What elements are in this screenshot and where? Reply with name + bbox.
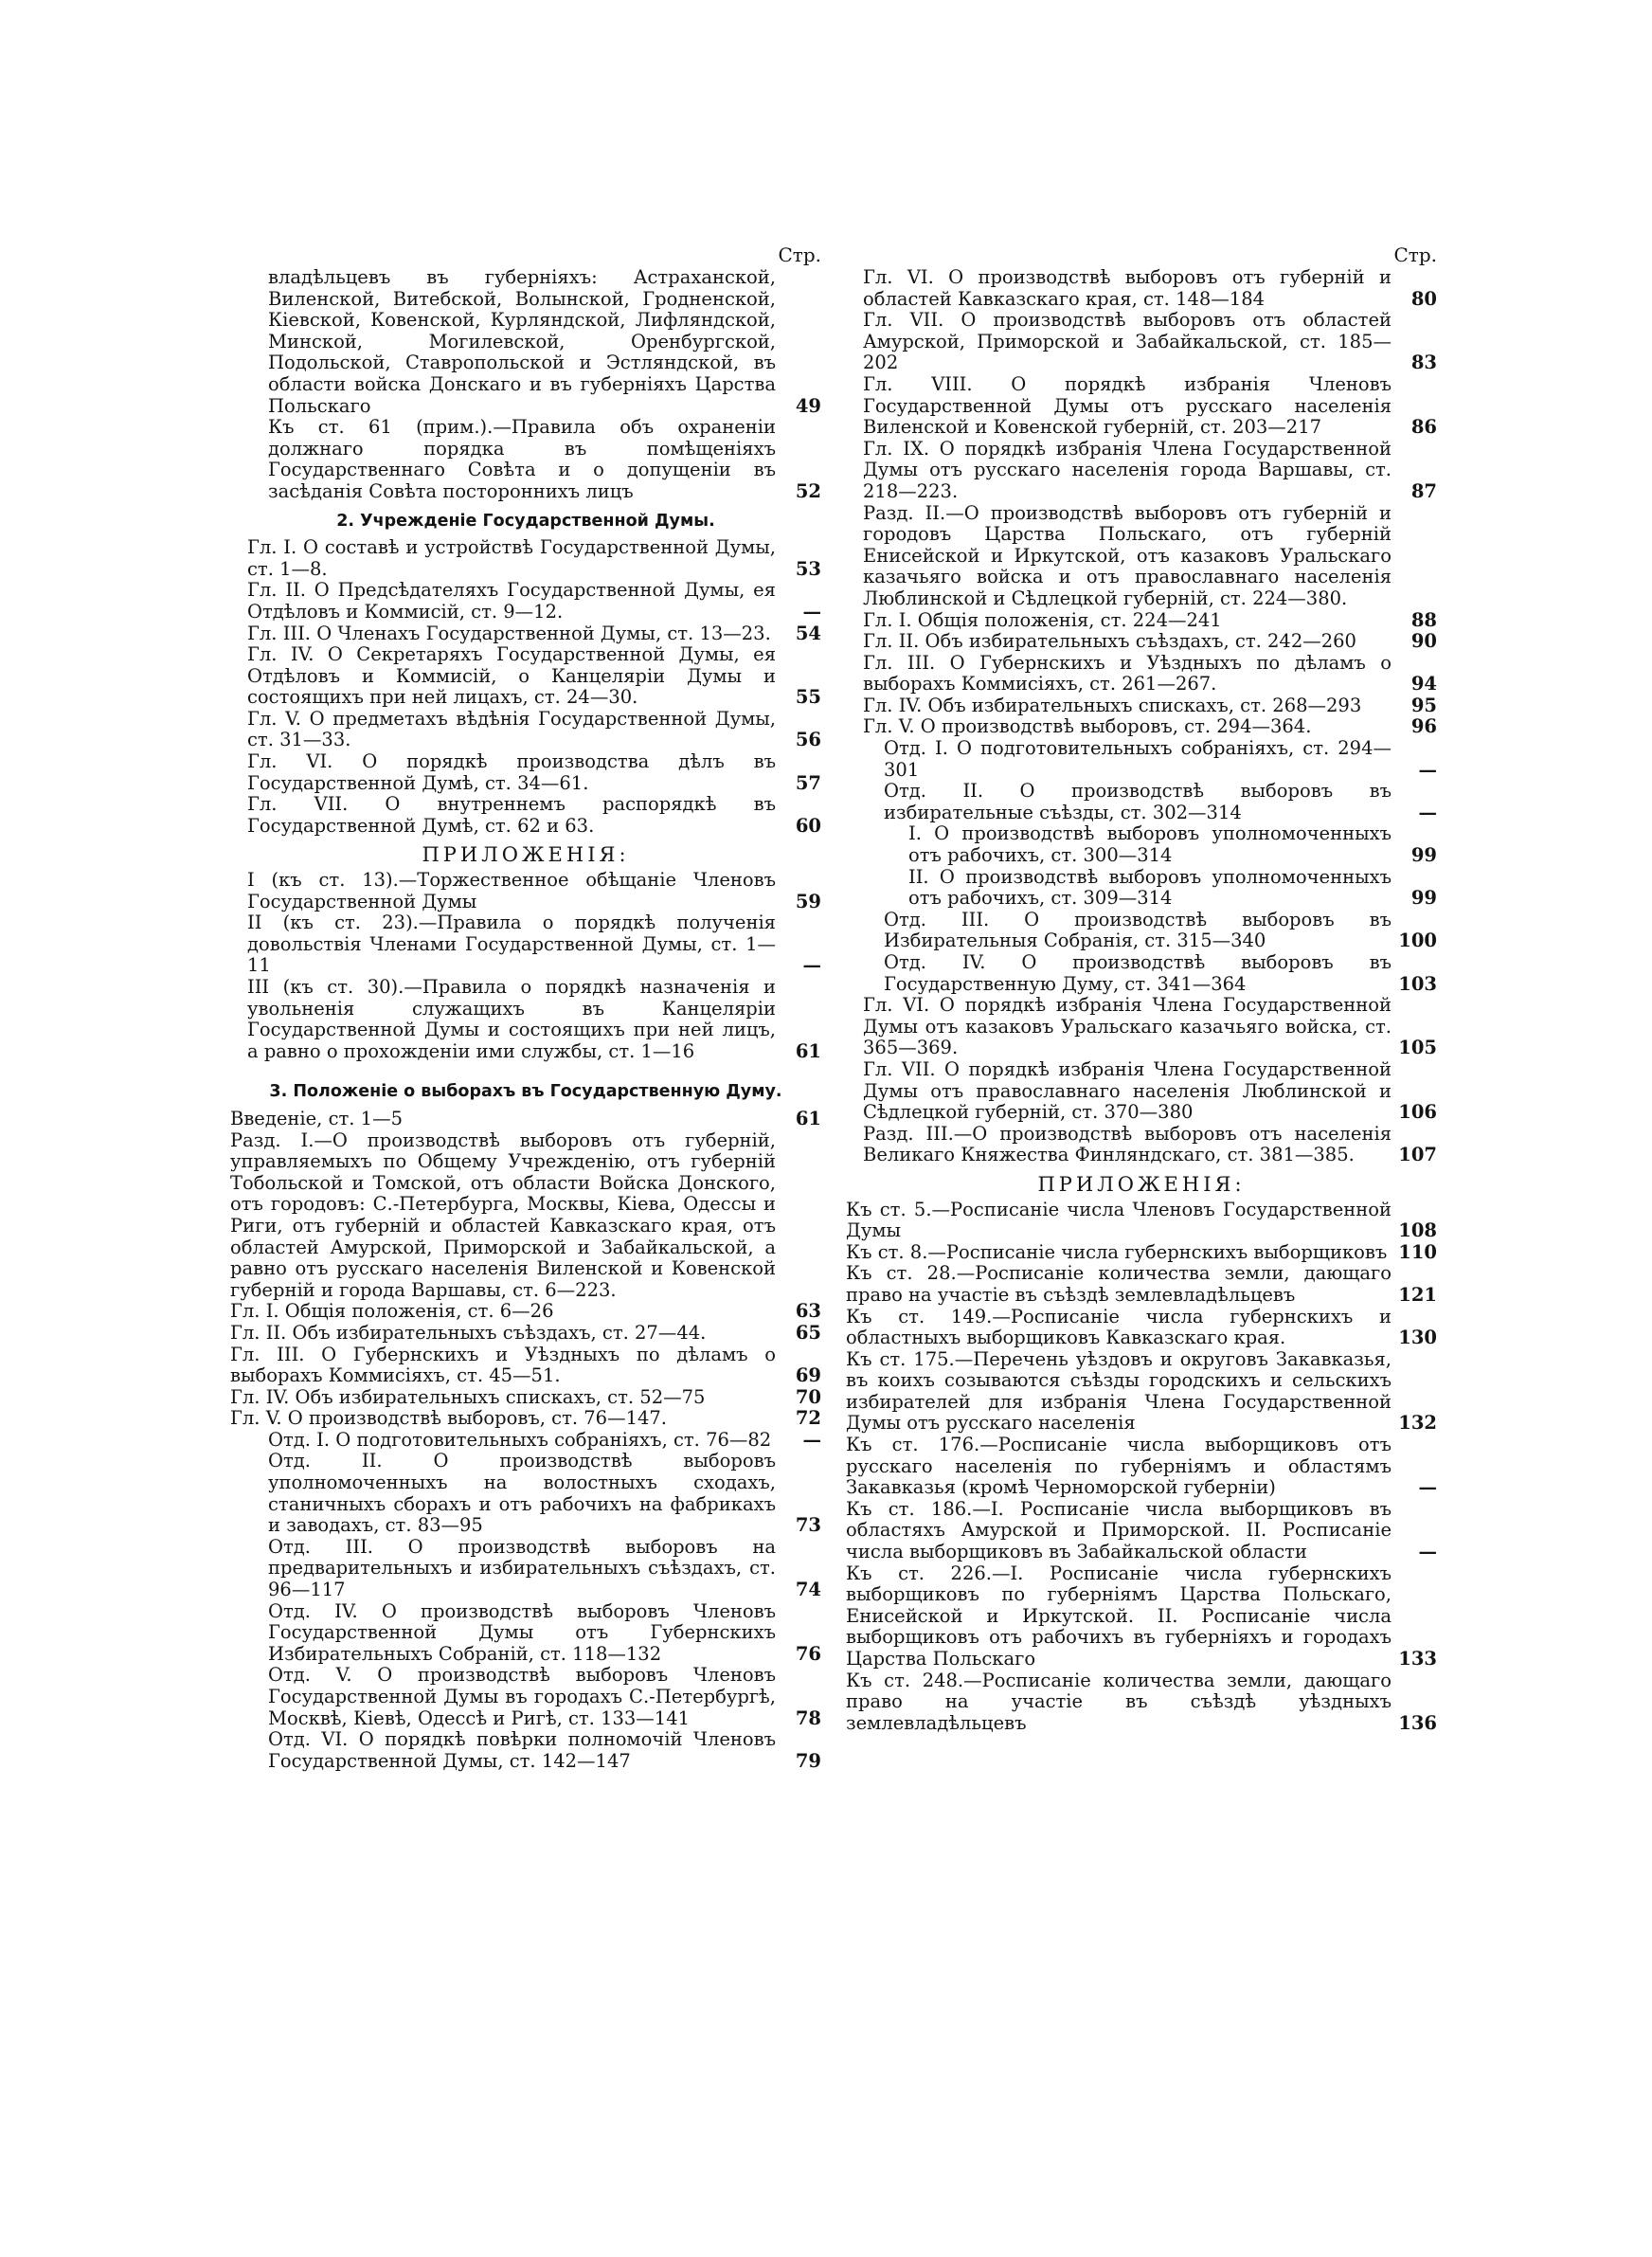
toc-entry: [863, 310, 1437, 374]
toc-entry: [863, 610, 1437, 632]
toc-entry: [884, 910, 1437, 952]
toc-entry-text: Гл. VII. О внутреннемъ распорядкѣ въ Государственной Думѣ, ст. 62 и 63.: [247, 793, 776, 837]
toc-entry: [268, 417, 821, 502]
toc-entry-text: Гл. II. Объ избирательныхъ съѣздахъ, ст. 27—44.: [230, 1321, 707, 1344]
right-entries-b: [846, 738, 1437, 823]
toc-entry: [863, 695, 1437, 717]
toc-entry-text: Отд. II. О производствѣ выборовъ уполномоченныхъ на волостныхъ сходахъ, станичныхъ сборахъ и отъ рабочихъ на фабрикахъ и заводахъ, ст. 83—95: [268, 1450, 776, 1537]
toc-entry: [247, 537, 821, 580]
left-entries-e: [230, 1430, 821, 1773]
toc-entry: [230, 1130, 821, 1302]
toc-entry: [908, 867, 1437, 910]
toc-entry-text: Разд. II.—О производствѣ выборовъ отъ губерній и городовъ Царства Польскаго, отъ губерній Енисейской и Иркутской, отъ казаковъ Уральскаго казачьяго войска и отъ православнаго населенія Люблинской и Сѣдлецкой губерній, ст. 224—380.: [863, 501, 1392, 609]
toc-entry-text: Гл. IV. Объ избирательныхъ спискахъ, ст. 268—293: [863, 694, 1362, 716]
toc-entry: [863, 1059, 1437, 1124]
toc-entry-text: Къ ст. 248.—Росписаніе количества земли, дающаго право на участіе въ съѣздѣ уѣздныхъ землевладѣльцевъ: [846, 1669, 1392, 1734]
toc-entry: [863, 716, 1437, 738]
toc-entry-text: Къ ст. 149.—Росписаніе числа губернскихъ и областныхъ выборщиковъ Кавказскаго края.: [846, 1305, 1392, 1349]
toc-entry-text: Гл. VI. О порядкѣ производства дѣлъ въ Государственной Думѣ, ст. 34—61.: [247, 750, 776, 794]
toc-entry: [863, 1124, 1437, 1166]
toc-entry-text: Гл. V. О производствѣ выборовъ, ст. 76—147.: [230, 1407, 667, 1430]
right-entries-c: [846, 823, 1437, 909]
toc-entry-page: 54: [795, 622, 821, 644]
toc-entry-page: 80: [1410, 287, 1437, 310]
toc-entry-text: владѣльцевъ въ губерніяхъ: Астраханской, Виленской, Витебской, Волынской, Гродненской, Кіевской, Ковенской, Курляндской, Лифляндской, Минской, Могилевской, Оренбургской, Подольской, Ставропольской и Эстляндской, въ области войска Донскаго и въ губерніяхъ Царства Польскаго: [268, 266, 776, 417]
toc-entry-page: 110: [1398, 1240, 1437, 1263]
toc-entry: [268, 1537, 821, 1601]
toc-entry: [863, 374, 1437, 439]
toc-entry-text: Отд. I. О подготовительныхъ собраніяхъ, ст. 76—82: [268, 1428, 772, 1451]
toc-entry-text: Къ ст. 8.—Росписаніе числа губернскихъ выборщиковъ: [846, 1240, 1388, 1263]
toc-entry-page: 57: [795, 771, 821, 794]
toc-entry-page: 61: [795, 1039, 821, 1062]
toc-entry-page: 136: [1398, 1711, 1437, 1734]
toc-entry-text: Къ ст. 5.—Росписаніе числа Членовъ Государственной Думы: [846, 1198, 1392, 1242]
toc-entry-page: —: [802, 600, 821, 623]
toc-entry: [846, 1563, 1437, 1670]
toc-entry-text: Гл. II. Объ избирательныхъ съѣздахъ, ст. 242—260: [863, 630, 1356, 653]
toc-entry-text: Къ ст. 175.—Перечень уѣздовъ и округовъ Закавказья, въ коихъ созываются съѣзды городскихъ и сельскихъ избирателей для избранія Члена Государственной Думы отъ русскаго населенія: [846, 1347, 1392, 1435]
toc-entry: [846, 1499, 1437, 1563]
appendix-title-right: ПРИЛОЖЕНІЯ:: [1037, 1172, 1246, 1196]
toc-entry-page: 56: [795, 729, 821, 751]
toc-entry: [846, 1242, 1437, 1264]
toc-entry-page: 132: [1398, 1412, 1437, 1435]
toc-entry-text: Гл. VI. О порядкѣ избранія Члена Государственной Думы отъ казаковъ Уральскаго казачьяго войска, ст. 365—369.: [863, 994, 1392, 1059]
page-label-right: Стр.: [1393, 244, 1437, 266]
page-label-left: Стр.: [778, 244, 821, 266]
toc-entry-page: 73: [795, 1514, 821, 1537]
toc-entry-page: 69: [795, 1364, 821, 1387]
toc-entry-text: Гл. I. О составѣ и устройствѣ Государственной Думы, ст. 1—8.: [247, 536, 776, 580]
toc-entry-page: 87: [1410, 479, 1437, 502]
toc-entry: [230, 1323, 821, 1345]
toc-entry-page: 106: [1398, 1101, 1437, 1124]
toc-entry-page: 86: [1410, 416, 1437, 439]
toc-entry: [247, 977, 821, 1062]
toc-entry-text: II (къ ст. 23).—Правила о порядкѣ полученія довольствія Членами Государственной Думы, ст. 1—11: [247, 912, 776, 977]
appendix-title-left: ПРИЛОЖЕНІЯ:: [422, 843, 630, 867]
toc-entry-text: Гл. I. Общія положенія, ст. 6—26: [230, 1300, 554, 1323]
toc-entry-text: Гл. II. О Предсѣдателяхъ Государственной Думы, ея Отдѣловъ и Коммисій, ст. 9—12.: [247, 579, 776, 623]
toc-entry-page: 55: [795, 686, 821, 709]
toc-entry-text: Отд. V. О производствѣ выборовъ Членовъ Государственной Думы въ городахъ С.-Петербургѣ, Москвѣ, Кіевѣ, Одессѣ и Ригѣ, ст. 133—141: [268, 1664, 776, 1729]
toc-entry: [846, 1435, 1437, 1499]
toc-entry-page: 90: [1410, 630, 1437, 653]
toc-entry: [268, 1665, 821, 1729]
toc-entry: [230, 1109, 821, 1130]
toc-entry: [863, 653, 1437, 695]
right-entries-e: [846, 995, 1437, 1166]
toc-entry-page: 60: [795, 814, 821, 837]
toc-entry-text: II. О производствѣ выборовъ уполномоченныхъ отъ рабочихъ, ст. 309—314: [908, 865, 1392, 910]
toc-entry-text: Къ ст. 28.—Росписаніе количества земли, дающаго право на участіе въ съѣздѣ землевладѣльцевъ: [846, 1262, 1392, 1306]
toc-entry-text: Отд. IV. О производствѣ выборовъ въ Государственную Думу, ст. 341—364: [884, 951, 1392, 995]
right-entries-d: [846, 910, 1437, 995]
toc-entry-page: 52: [795, 479, 821, 502]
toc-entry-page: 99: [1410, 844, 1437, 867]
toc-entry: [247, 644, 821, 709]
toc-entry-text: Отд. VI. О порядкѣ повѣрки полномочій Членовъ Государственной Думы, ст. 142—147: [268, 1728, 776, 1772]
toc-entry: [863, 995, 1437, 1059]
toc-entry-text: Гл. I. Общія положенія, ст. 224—241: [863, 608, 1222, 631]
toc-entry-text: Гл. V. О предметахъ вѣдѣнія Государственной Думы, ст. 31—33.: [247, 707, 776, 751]
left-entries-b: [230, 537, 821, 837]
toc-entry: [846, 1200, 1437, 1242]
toc-entry-text: Гл. III. О Членахъ Государственной Думы, ст. 13—23.: [247, 622, 771, 644]
toc-entry-page: —: [1418, 1476, 1437, 1499]
toc-entry: [863, 631, 1437, 653]
toc-entry-page: 99: [1410, 887, 1437, 910]
toc-entry: [884, 781, 1437, 823]
toc-entry: [884, 738, 1437, 781]
toc-entry-text: Отд. IV. О производствѣ выборовъ Членовъ Государственной Думы отъ Губернскихъ Избирательныхъ Собраній, ст. 118—132: [268, 1599, 776, 1665]
toc-entry-text: Гл. III. О Губернскихъ и Уѣздныхъ по дѣламъ о выборахъ Коммисіяхъ, ст. 261—267.: [863, 651, 1392, 695]
left-entries-d: [230, 1109, 821, 1430]
toc-entry-text: Гл. VII. О производствѣ выборовъ отъ областей Амурской, Приморской и Забайкальской, ст. 185—202: [863, 309, 1392, 374]
toc-entry: [247, 623, 821, 645]
left-entries-a: [230, 267, 821, 503]
toc-entry-page: 130: [1398, 1327, 1437, 1349]
left-column: [230, 244, 821, 1772]
toc-entry-text: III (къ ст. 30).—Правила о порядкѣ назначенія и увольненія служащихъ въ Канцеляріи Государственной Думы и состоящихъ при ней лицъ, а равно о прохожденіи ими службы, ст. 1—16: [247, 976, 776, 1062]
toc-entry-text: Гл. IV. О Секретаряхъ Государственной Думы, ея Отдѣловъ и Коммисій, о Канцеляріи Думы и состоящихъ при ней лицахъ, ст. 24—30.: [247, 643, 776, 709]
toc-entry-page: 83: [1410, 352, 1437, 374]
toc-entry-page: 103: [1398, 972, 1437, 995]
toc-entry-page: —: [802, 954, 821, 977]
toc-entry: [268, 1601, 821, 1666]
toc-entry: [846, 1307, 1437, 1349]
toc-entry: [268, 1729, 821, 1772]
toc-entry-page: —: [1418, 801, 1437, 823]
toc-entry: [230, 1345, 821, 1387]
toc-entry-page: 49: [795, 394, 821, 417]
toc-entry: [247, 751, 821, 794]
toc-entry-page: 107: [1398, 1144, 1437, 1166]
heading-elections: 3. Положеніе о выборахъ въ Государственную Думу.: [269, 1082, 782, 1102]
left-entries-c: [230, 870, 821, 1062]
toc-entry-text: Гл. VII. О порядкѣ избранія Члена Государственной Думы отъ православнаго населенія Люблинской и Сѣдлецкой губерній, ст. 370—380: [863, 1057, 1392, 1124]
toc-entry: [863, 503, 1437, 610]
toc-entry-page: 76: [795, 1642, 821, 1665]
toc-entry-text: Къ ст. 61 (прим.).—Правила объ охраненіи должнаго порядка въ помѣщеніяхъ Государственнаго Совѣта и о допущеніи въ засѣданія Совѣта постороннихъ лицъ: [268, 416, 776, 502]
toc-entry-page: 74: [795, 1579, 821, 1601]
toc-entry-page: 108: [1398, 1219, 1437, 1242]
heading-duma: 2. Учрежденіе Государственной Думы.: [336, 511, 715, 531]
toc-entry: [247, 709, 821, 751]
toc-entry-page: 96: [1410, 715, 1437, 738]
toc-entry-text: Отд. I. О подготовительныхъ собраніяхъ, ст. 294—301: [884, 737, 1392, 781]
toc-entry: [908, 823, 1437, 866]
toc-entry: [268, 1451, 821, 1536]
toc-entry-page: 63: [795, 1300, 821, 1323]
toc-entry: [247, 580, 821, 623]
toc-entry-text: Отд. II. О производствѣ выборовъ въ избирательные съѣзды, ст. 302—314: [884, 780, 1392, 823]
toc-entry-page: 105: [1398, 1037, 1437, 1059]
toc-entry-text: Къ ст. 186.—I. Росписаніе числа выборщиковъ въ областяхъ Амурской и Приморской. II. Росписаніе числа выборщиковъ въ Забайкальской области: [846, 1497, 1392, 1563]
toc-entry-page: —: [802, 1428, 821, 1451]
toc-entry-text: Гл. V. О производствѣ выборовъ, ст. 294—364.: [863, 715, 1312, 738]
toc-entry: [230, 1387, 821, 1409]
toc-entry-text: I. О производствѣ выборовъ уполномоченныхъ отъ рабочихъ, ст. 300—314: [908, 822, 1392, 867]
toc-entry: [268, 267, 821, 417]
toc-entry: [863, 439, 1437, 503]
toc-entry-page: 133: [1398, 1648, 1437, 1670]
toc-entry: [230, 1408, 821, 1430]
toc-entry-text: Гл. IX. О порядкѣ избранія Члена Государственной Думы отъ русскаго населенія города Варшавы, ст. 218—223.: [863, 437, 1392, 502]
toc-entry-text: Гл. IV. Объ избирательныхъ спискахъ, ст. 52—75: [230, 1385, 706, 1408]
toc-entry-page: 65: [795, 1321, 821, 1344]
toc-entry-page: 95: [1410, 694, 1437, 716]
toc-entry-text: Введеніе, ст. 1—5: [230, 1107, 403, 1129]
toc-entry-text: Гл. VI. О производствѣ выборовъ отъ губерній и областей Кавказскаго края, ст. 148—184: [863, 266, 1392, 310]
toc-entry-text: Гл. VIII. О порядкѣ избранія Членовъ Государственной Думы отъ русскаго населенія Виленской и Ковенской губерній, ст. 203—217: [863, 372, 1392, 439]
toc-entry-text: Гл. III. О Губернскихъ и Уѣздныхъ по дѣламъ о выборахъ Коммисіяхъ, ст. 45—51.: [230, 1343, 776, 1387]
right-entries-a: [846, 267, 1437, 738]
toc-entry: [846, 1670, 1437, 1735]
right-entries-f: [846, 1200, 1437, 1735]
toc-entry: [230, 1301, 821, 1323]
toc-entry: [863, 267, 1437, 310]
toc-entry-page: —: [1418, 1541, 1437, 1563]
toc-entry-page: 53: [795, 557, 821, 580]
toc-entry: [846, 1263, 1437, 1306]
toc-entry-page: 78: [795, 1706, 821, 1729]
toc-entry-text: Разд. I.—О производствѣ выборовъ отъ губерній, управляемыхъ по Общему Учрежденію, отъ губерній Тобольской и Томской, отъ области Войска Донского, отъ городовъ: С.-Петербурга, Москвы, Кіева, Одессы и Риги, отъ губерній и областей Кавказскаго края, отъ областей Амурской, Приморской и Забайкальской, а равно отъ русскаго населенія Виленской и Ковенской губерній и города Варшавы, ст. 6—223.: [230, 1128, 776, 1301]
toc-entry-page: 59: [795, 890, 821, 912]
toc-entry-text: Къ ст. 226.—I. Росписаніе числа губернскихъ выборщиковъ по губерніямъ Царства Польскаго, Енисейской и Иркутской. II. Росписаніе числа выборщиковъ отъ рабочихъ въ губерніяхъ и городахъ Царства Польскаго: [846, 1562, 1392, 1670]
toc-entry-text: I (къ ст. 13).—Торжественное обѣщаніе Членовъ Государственной Думы: [247, 869, 776, 912]
toc-entry-page: 70: [795, 1385, 821, 1408]
toc-entry-page: —: [1418, 758, 1437, 781]
toc-entry-page: 79: [795, 1749, 821, 1772]
toc-entry: [247, 870, 821, 912]
toc-entry-text: Отд. III. О производствѣ выборовъ въ Избирательныя Собранія, ст. 315—340: [884, 908, 1392, 952]
toc-entry: [268, 1430, 821, 1452]
toc-entry-text: Разд. III.—О производствѣ выборовъ отъ населенія Великаго Княжества Финляндскаго, ст. 381—385.: [863, 1122, 1392, 1166]
toc-entry: [247, 794, 821, 837]
toc-entry: [247, 912, 821, 977]
toc-entry-page: 121: [1398, 1283, 1437, 1306]
toc-entry-page: 94: [1410, 673, 1437, 695]
toc-entry-text: Отд. III. О производствѣ выборовъ на предварительныхъ и избирательныхъ съѣздахъ, ст. 96—117: [268, 1535, 776, 1601]
toc-entry-page: 72: [795, 1407, 821, 1430]
toc-entry-page: 61: [795, 1107, 821, 1129]
toc-entry-text: Къ ст. 176.—Росписаніе числа выборщиковъ отъ русскаго населенія по губерніямъ и областямъ Закавказья (кромѣ Черноморской губерніи): [846, 1434, 1392, 1499]
toc-entry-page: 100: [1398, 930, 1437, 952]
right-column: [846, 244, 1437, 1734]
toc-entry: [884, 952, 1437, 995]
toc-entry-page: 88: [1410, 608, 1437, 631]
toc-entry: [846, 1349, 1437, 1435]
